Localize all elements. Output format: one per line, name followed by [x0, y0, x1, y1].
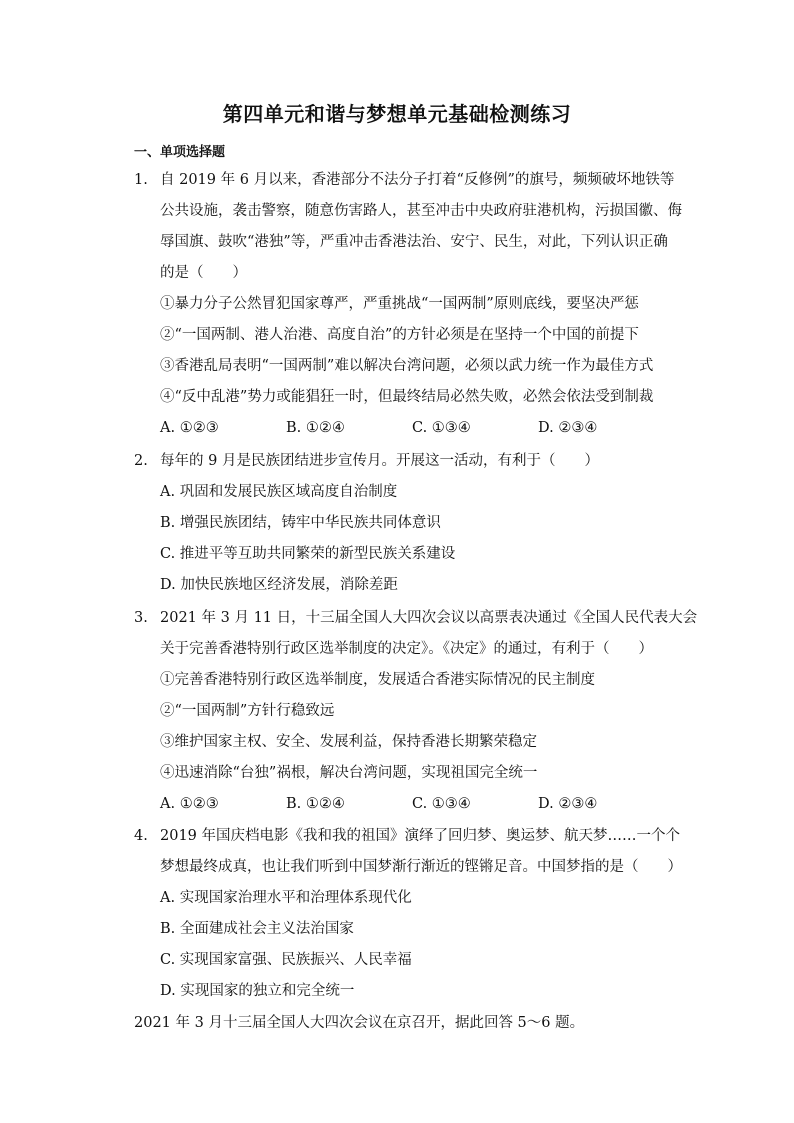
option-a: A. ①②③	[160, 796, 219, 812]
question-stem-line: 的是（ ）	[160, 265, 247, 281]
option-b: B. ①②④	[286, 796, 345, 812]
document-title: 第四单元和谐与梦想单元基础检测练习	[222, 102, 572, 126]
option-a: A. ①②③	[160, 420, 219, 436]
statement: ②“一国两制、港人治港、高度自治”的方针必须是在坚持一个中国的前提下	[160, 327, 639, 343]
question-number: 3.	[134, 610, 148, 626]
option-b: B. 全面建成社会主义法治国家	[160, 921, 354, 937]
statement: ②“一国两制”方针行稳致远	[160, 703, 335, 719]
option-d: D. ②③④	[538, 796, 598, 812]
question-stem-line: 关于完善香港特别行政区选举制度的决定》。《决定》的通过，有利于（ ）	[160, 641, 653, 657]
question-stem-line: 2021 年 3 月 11 日，十三届全国人大四次会议以高票表决通过《全国人民代表大会	[160, 610, 698, 626]
option-c: C. 推进平等互助共同繁荣的新型民族关系建设	[160, 546, 456, 562]
section-heading: 一、单项选择题	[134, 145, 226, 160]
question-stem-line: 梦想最终成真，也让我们听到中国梦渐行渐近的铿锵足音。中国梦指的是（ ）	[160, 859, 682, 875]
question-stem-line: 公共设施，袭击警察，随意伤害路人，甚至冲击中央政府驻港机构，污损国徽、侮	[160, 203, 682, 219]
option-c: C. ①③④	[412, 796, 471, 812]
option-c: C. 实现国家富强、民族振兴、人民幸福	[160, 952, 412, 968]
question-number: 2.	[134, 453, 148, 469]
question-number: 4.	[134, 828, 148, 844]
option-a: A. 巩固和发展民族区域高度自治制度	[160, 484, 398, 500]
statement: ①暴力分子公然冒犯国家尊严，严重挑战“一国两制”原则底线，要坚决严惩	[160, 296, 639, 312]
group-instruction: 2021 年 3 月十三届全国人大四次会议在京召开，据此回答 5～6 题。	[134, 1015, 585, 1031]
statement: ①完善香港特别行政区选举制度，发展适合香港实际情况的民主制度	[160, 672, 595, 688]
question-stem-line: 每年的 9 月是民族团结进步宣传月。开展这一活动，有利于（ ）	[160, 453, 599, 469]
statement: ④“反中乱港”势力或能猖狂一时，但最终结局必然失败，必然会依法受到制裁	[160, 389, 654, 405]
question-stem-line: 自 2019 年 6 月以来，香港部分不法分子打着“反修例”的旗号，频频破坏地铁等	[160, 172, 675, 188]
question-stem-line: 辱国旗、鼓吹“港独”等，严重冲击香港法治、安宁、民生，对此，下列认识正确	[160, 234, 668, 250]
option-d: D. ②③④	[538, 420, 598, 436]
option-a: A. 实现国家治理水平和治理体系现代化	[160, 890, 412, 906]
statement: ④迅速消除“台独”祸根，解决台湾问题，实现祖国完全统一	[160, 765, 538, 781]
statement: ③维护国家主权、安全、发展利益，保持香港长期繁荣稳定	[160, 734, 537, 750]
question-stem-line: 2019 年国庆档电影《我和我的祖国》演绎了回归梦、奥运梦、航天梦……一个个	[160, 828, 681, 844]
option-c: C. ①③④	[412, 420, 471, 436]
option-d: D. 实现国家的独立和完全统一	[160, 983, 355, 999]
option-b: B. ①②④	[286, 420, 345, 436]
question-number: 1.	[134, 172, 148, 188]
statement: ③香港乱局表明“一国两制”难以解决台湾问题，必须以武力统一作为最佳方式	[160, 358, 654, 374]
option-d: D. 加快民族地区经济发展，消除差距	[160, 577, 398, 593]
option-b: B. 增强民族团结，铸牢中华民族共同体意识	[160, 515, 441, 531]
